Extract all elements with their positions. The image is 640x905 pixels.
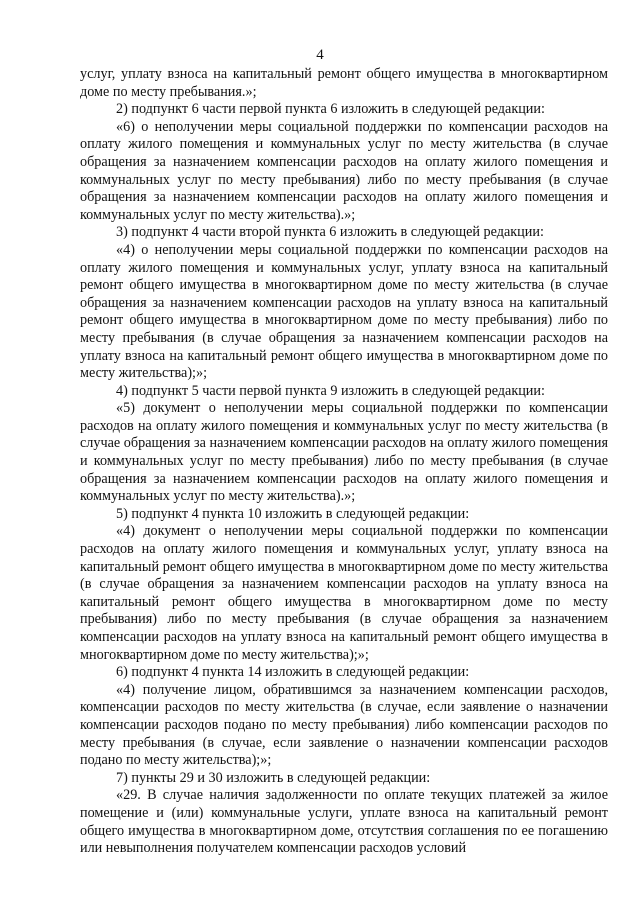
paragraph-item-5: 5) подпункт 4 пункта 10 изложить в следующей редакции: [116, 505, 470, 522]
paragraph-quote-4c: «4) получение лицом, обратившимся за назначением компенсации расходов, компенсации расходов по месту жительства (в случае, если заявление о назначении компенсации расходов подано по месту пребывания) либо компенсации расходов по месту пребывания (в случае, если заявление о назначении компенсации расходов подано по месту жительства);»; [80, 681, 608, 769]
paragraph-item-2: 2) подпункт 6 части первой пункта 6 изложить в следующей редакции: [116, 101, 545, 118]
paragraph-item-3: 3) подпункт 4 части второй пункта 6 изложить в следующей редакции: [116, 224, 544, 241]
page-number: 4 [316, 47, 324, 63]
paragraph-quote-29: «29. В случае наличия задолженности по оплате текущих платежей за жилое помещение и (или) коммунальные услуги, уплате взноса на капитальный ремонт общего имущества в многоквартирном доме, отсутствия соглашения по ее погашению или невыполнения получателем компенсации расходов условий [80, 787, 608, 857]
paragraph-item-4: 4) подпункт 5 части первой пункта 9 изложить в следующей редакции: [116, 382, 545, 399]
paragraph-continuation: услуг, уплату взноса на капитальный ремонт общего имущества в многоквартирном доме по месту пребывания.»; [80, 66, 608, 100]
paragraph-quote-4b: «4) документ о неполучении меры социальной поддержки по компенсации расходов на оплату жилого помещения и коммунальных услуг, уплату взноса на капитальный ремонт общего имущества в многоквартирном доме по месту жительства (в случае обращения за назначением компенсации расходов на уплату взноса на капитальный ремонт общего имущества в многоквартирном доме по месту пребывания) либо по месту пребывания (в случае обращения за назначением компенсации расходов на уплату взноса на капитальный ремонт общего имущества в многоквартирном доме по месту жительства);»; [80, 523, 608, 663]
paragraph-quote-5: «5) документ о неполучении меры социальной поддержки по компенсации расходов на оплату жилого помещения и коммунальных услуг по месту жительства (в случае обращения за назначением компенсации расходов на оплату жилого помещения и коммунальных услуг по месту пребывания) либо по месту пребывания (в случае обращения за назначением компенсации расходов на оплату жилого помещения и коммунальных услуг по месту жительства).»; [80, 400, 608, 505]
paragraph-quote-4: «4) о неполучении меры социальной поддержки по компенсации расходов на оплату жилого помещения и коммунальных услуг, уплату взноса на капитальный ремонт общего имущества в многоквартирном доме по месту жительства (в случае обращения за назначением компенсации расходов на уплату взноса на капитальный ремонт общего имущества в многоквартирном доме по месту пребывания) либо по месту пребывания (в случае обращения за назначением компенсации расходов на уплату взноса на капитальный ремонт общего имущества в многоквартирном доме по месту жительства);»; [80, 241, 608, 382]
document-body [80, 66, 608, 858]
paragraph-quote-6: «6) о неполучении меры социальной поддержки по компенсации расходов на оплату жилого помещения и коммунальных услуг по месту жительства (в случае обращения за назначением компенсации расходов на оплату жилого помещения и коммунальных услуг по месту пребывания) либо по месту пребывания (в случае обращения за назначением компенсации расходов на оплату жилого помещения и коммунальных услуг по месту жительства).»; [80, 118, 608, 223]
paragraph-item-7: 7) пункты 29 и 30 изложить в следующей редакции: [116, 769, 431, 786]
paragraph-item-6: 6) подпункт 4 пункта 14 изложить в следующей редакции: [116, 664, 470, 681]
